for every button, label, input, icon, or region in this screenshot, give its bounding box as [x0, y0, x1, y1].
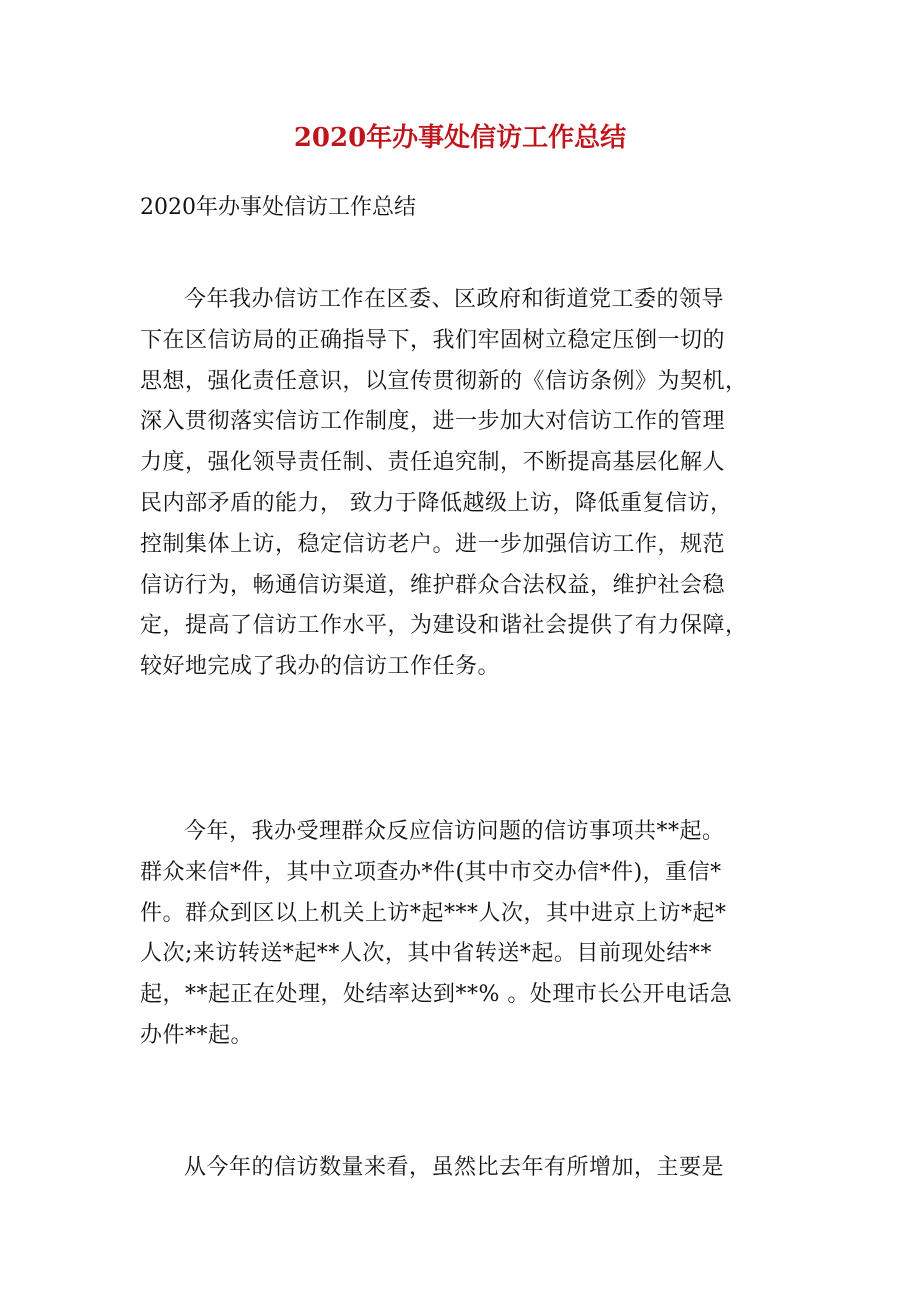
paragraph-line: 群众来信*件，其中立项查办*件(其中市交办信*件)，重信* [140, 859, 722, 885]
paragraph-line: 民内部矛盾的能力， 致力于降低越级上访，降低重复信访， [140, 490, 733, 516]
paragraph-line: 定，提高了信访工作水平，为建设和谐社会提供了有力保障， [140, 613, 748, 639]
paragraph-line: 力度，强化领导责任制、责任追究制，不断提高基层化解人 [140, 450, 726, 476]
document-subtitle: 2020年办事处信访工作总结 [140, 195, 416, 220]
paragraph-line: 思想，强化责任意识，以宣传贯彻新的《信访条例》为契机， [140, 368, 748, 394]
paragraph-1 [140, 280, 790, 688]
paragraph-3 [140, 1148, 790, 1189]
paragraph-line: 较好地完成了我办的信访工作任务。 [140, 654, 501, 680]
paragraph-2 [140, 812, 790, 1057]
paragraph-line: 今年，我办受理群众反应信访问题的信访事项共**起。 [184, 819, 725, 844]
paragraph-line: 控制集体上访，稳定信访老户。进一步加强信访工作，规范 [140, 531, 726, 557]
paragraph-line: 下在区信访局的正确指导下，我们牢固树立稳定压倒一切的 [140, 327, 726, 353]
paragraph-line: 信访行为，畅通信访渠道，维护群众合法权益，维护社会稳 [140, 572, 726, 598]
paragraph-line: 起，**起正在处理，处结率达到**% 。处理市长公开电话急 [140, 982, 733, 1008]
paragraph-line: 人次;来访转送*起**人次，其中省转送*起。目前现处结** [140, 941, 712, 967]
paragraph-line: 从今年的信访数量来看，虽然比去年有所增加，主要是 [184, 1155, 725, 1180]
paragraph-line: 深入贯彻落实信访工作制度，进一步加大对信访工作的管理 [140, 409, 726, 435]
paragraph-line: 今年我办信访工作在区委、区政府和街道党工委的领导 [184, 287, 725, 312]
paragraph-line: 件。群众到区以上机关上访*起***人次，其中进京上访*起* [140, 900, 727, 926]
document-title: 2020年办事处信访工作总结 [293, 123, 627, 153]
paragraph-line: 办件**起。 [140, 1022, 254, 1048]
